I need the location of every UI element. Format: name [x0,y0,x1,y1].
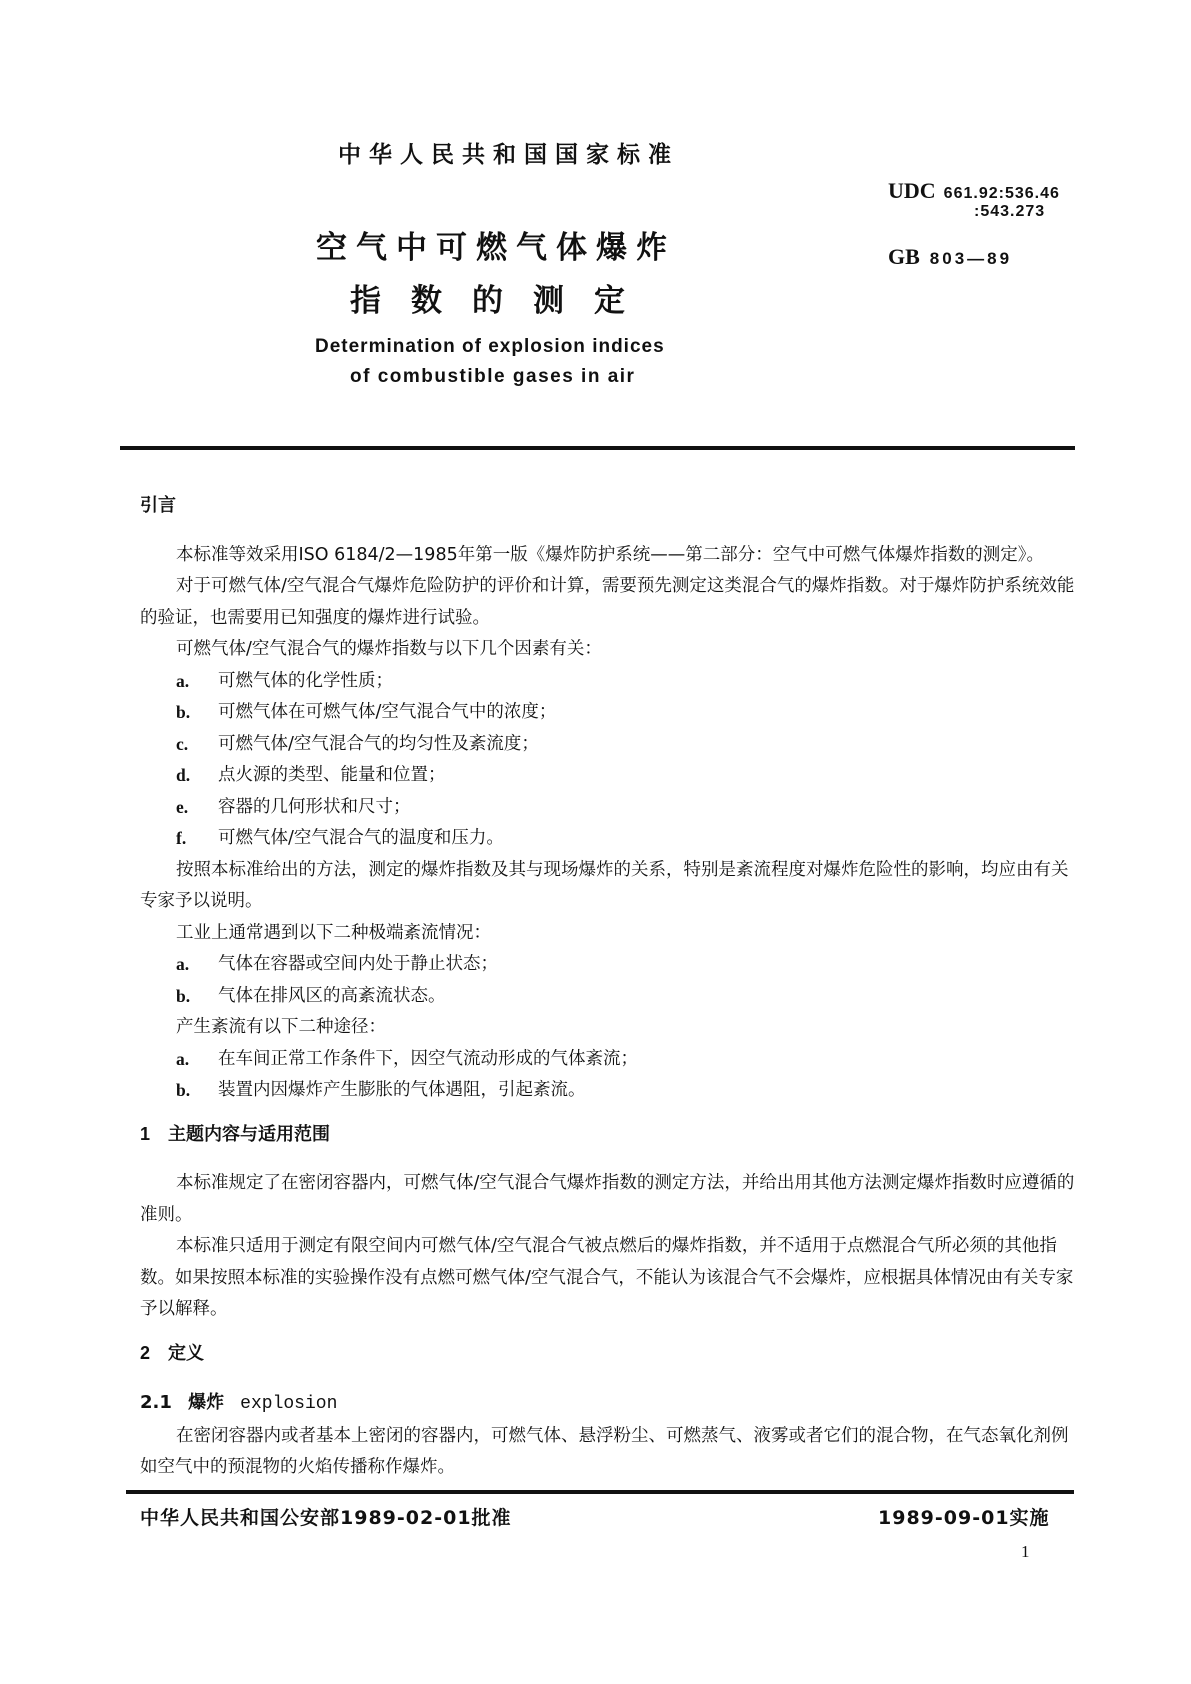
list-marker: f. [176,828,187,848]
national-standard-heading: 中华人民共和国国家标准 [338,142,679,168]
implementation-date: 1989-09-01实施 [878,1507,1050,1529]
factor-item [176,760,1080,792]
header-divider [120,446,1075,450]
title-zh-line1: 空气中可燃气体爆炸 [316,230,676,266]
factor-text: 容器的几何形状和尺寸； [218,796,411,817]
list-marker: c. [176,733,189,754]
gb-value: 803—89 [929,249,1013,268]
section-title: 主题内容与适用范围 [168,1123,330,1145]
intro-paragraph: 可燃气体/空气混合气的爆炸指数与以下几个因素有关： [176,639,602,659]
subsection-2-1-heading [140,1387,1080,1421]
factor-item [176,823,1080,855]
factor-item [176,666,1080,698]
list-marker: a. [176,670,190,691]
factor-item [176,729,1080,761]
section-number: 1 [140,1123,151,1144]
case-text: 气体在排风区的高紊流状态。 [218,985,446,1006]
udc-label: UDC [888,178,936,203]
intro-paragraph: 本标准等效采用ISO 6184/2—1985年第一版《爆炸防护系统——第二部分：空气中可燃气体爆炸指数的测定》。 [176,544,1044,565]
definition-text: 在密闭容器内或者基本上密闭的容器内，可燃气体、悬浮粉尘、可燃蒸气、液雾或者它们的混合物，在气态氧化剂例如空气中的预混物的火焰传播称作爆炸。 [140,1425,1069,1477]
section-2-heading [140,1338,1080,1370]
factor-item [176,697,1080,729]
list-marker: b. [176,702,191,722]
subsection-number: 2.1 [140,1392,172,1413]
list-marker: b. [176,1080,191,1100]
intro-paragraph: 按照本标准给出的方法，测定的爆炸指数及其与现场爆炸的关系，特别是紊流程度对爆炸危险性的影响，均应由有关专家予以说明。 [140,859,1069,911]
gb-label: GB [888,244,920,269]
approval-date: 中华人民共和国公安部1989-02-01批准 [140,1507,512,1529]
cause-text: 在车间正常工作条件下，因空气流动形成的气体紊流； [218,1048,638,1069]
udc-value: 661.92:536.46 [943,185,1060,202]
list-marker: b. [176,985,191,1006]
gb-code [888,244,1012,270]
term-zh: 爆炸 [188,1392,225,1413]
title-en-line1: Determination of explosion indices [315,336,665,357]
cause-item [176,1075,1080,1107]
section-title: 定义 [168,1342,204,1364]
term-en: explosion [240,1394,338,1414]
title-en-line2: of combustible gases in air [350,366,636,387]
section-1-paragraph: 本标准只适用于测定有限空间内可燃气体/空气混合气被点燃后的爆炸指数，并不适用于点燃混合气所必须的其他指数。如果按照本标准的实验操作没有点燃可燃气体/空气混合气，不能认为该混合气不会爆炸，应根据具体情况由有关专家予以解释。 [140,1236,1074,1319]
document-body [140,490,1080,1484]
turbulence-case-item [176,949,1080,981]
turbulence-intro: 工业上通常遇到以下二种极端紊流情况： [176,922,491,943]
case-text: 气体在容器或空间内处于静止状态； [218,954,498,974]
section-number: 2 [140,1342,151,1363]
factor-item [176,792,1080,824]
turbulence-case-item [176,981,1080,1013]
footer-divider [126,1490,1074,1494]
section-1-paragraph: 本标准规定了在密闭容器内，可燃气体/空气混合气爆炸指数的测定方法，并给出用其他方法测定爆炸指数时应遵循的准则。 [140,1173,1075,1225]
list-marker: a. [176,954,190,974]
list-marker: d. [176,765,191,785]
intro-paragraph: 对于可燃气体/空气混合气爆炸危险防护的评价和计算，需要预先测定这类混合气的爆炸指数。对于爆炸防护系统效能的验证，也需要用已知强度的爆炸进行试验。 [140,576,1075,628]
section-1-heading [140,1119,1080,1151]
title-zh-line2: 指数的测定 [350,283,655,319]
factor-text: 可燃气体的化学性质； [218,670,393,691]
list-marker: a. [176,1048,190,1069]
factor-text: 可燃气体/空气混合气的温度和压力。 [218,828,504,848]
factor-text: 点火源的类型、能量和位置； [218,765,446,785]
factor-text: 可燃气体/空气混合气的均匀性及紊流度； [218,733,539,754]
page-number: 1 [1021,1542,1030,1561]
cause-item [176,1044,1080,1076]
udc-code [888,178,1060,204]
causes-intro: 产生紊流有以下二种途径： [176,1017,386,1037]
list-marker: e. [176,796,189,817]
udc-value-continued: :543.273 [974,203,1046,220]
introduction-heading: 引言 [140,495,176,516]
cause-text: 装置内因爆炸产生膨胀的气体遇阻，引起紊流。 [218,1080,586,1100]
factor-text: 可燃气体在可燃气体/空气混合气中的浓度； [218,702,557,722]
